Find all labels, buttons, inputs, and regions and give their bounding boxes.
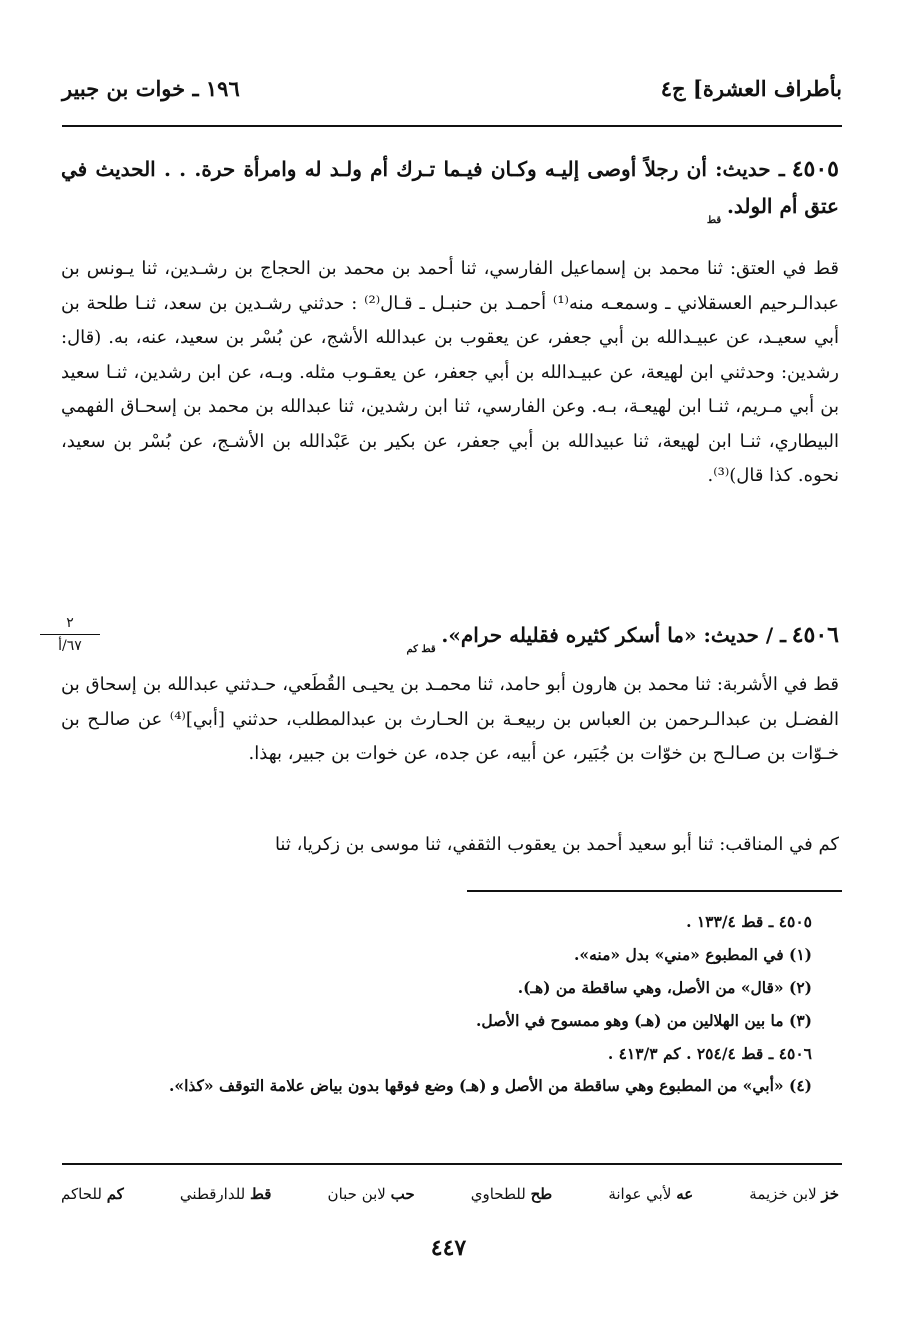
entry-4506-heading <box>61 618 839 668</box>
sigla-legend <box>61 1185 839 1203</box>
folio-top: ٢ <box>66 615 74 631</box>
folio-bottom: ٦٧/أ <box>58 638 82 654</box>
page-number: ٤٤٧ <box>430 1235 467 1261</box>
footnote-line: (٣) ما بين الهلالين من (هـ) وهو ممسوح في الأصل. <box>475 1011 812 1030</box>
entry-number: ٤٥٠٥ <box>791 156 839 182</box>
footnote-rule <box>467 890 842 892</box>
footnote-line: (٢) «قال» من الأصل، وهي ساقطة من (هـ). <box>517 978 812 997</box>
footnote-line: ٤٥٠٥ ـ قط ١٣٣/٤ . <box>686 912 812 931</box>
footnote-line: (١) في المطبوع «مني» بدل «منه». <box>574 945 812 964</box>
legend-item: خز لابن خزيمة <box>749 1185 839 1203</box>
entry-number: ٤٥٠٦ <box>791 622 839 648</box>
footnotes <box>82 905 812 1102</box>
footnote-line: (٤) «أبي» من المطبوع وهي ساقطة من الأصل و (هـ) وضع فوقها بدون بياض علامة التوقف «كذا». <box>169 1076 812 1095</box>
legend-item: كم للحاكم <box>61 1185 124 1203</box>
entry-4505-body: قط في العتق: ثنا محمد بن إسماعيل الفارسي، ثنا أحمد بن محمد بن الحجاج بن رشـدين، ثنا يـونس بن عبدالـرحيم العسقلاني ـ وسمعـه منه⁽¹⁾ أحمـد بن حنبـل ـ قـال⁽²⁾ : حدثني رشـدين بن سعد، ثنـا طلحة بن أبي سعيـد، عن عبيـدالله بن أبي جعفر، عن يعقوب بن عبدالله الأشج، عن بُسْر بن سعيد، عنه، به. (قال: رشدين: وحدثني ابن لهيعة، عن عبيـدالله بن أبي جعفر، عن يعقـوب مثله. وبـه، عن ابن رشدين، ثنـا سعيد بن أبي مـريم، ثنـا ابن لهيعـة، بـه. وعن الفارسي، ثنا ابن رشدين، ثنا عبدالله بن محمد بن إسحـاق الفهمي البيطاري، ثنـا ابن لهيعة، ثنا عبيدالله بن أبي جعفر، عن بكير بن عَبْدالله بن الأشـج، عن بُسْر بن سعيد، نحوه. كذا قال)⁽³⁾. <box>61 258 840 486</box>
entry-heading: ـ / حديث: «ما أسكر كثيره فقليله حرام». <box>441 623 786 647</box>
book-title: بأطراف العشرة] ج٤ <box>660 76 842 101</box>
entry-4506-body: قط في الأشربة: ثنا محمد بن هارون أبو حامد، ثنا محمـد بن يحيـى القُطَعي، حـدثني عبدالله بن إسحاق بن الفضـل بن عبدالـرحمن بن العباس بن ربيعـة بن الحـارث بن عبدالمطلب، حدثني [أبي]⁽⁴⁾ عن صالـح بن خـوّات بن صـالـح بن خوّات بن جُبَير، عن أبيه، عن جده، عن خوات بن جبير، بهذا. <box>61 674 839 764</box>
running-header <box>62 70 842 110</box>
legend-item: حب لابن حبان <box>327 1185 415 1203</box>
legend-item: قط للدارقطني <box>179 1185 272 1203</box>
legend-item: طح للطحاوي <box>470 1185 553 1203</box>
entry-4506-body-continued: كم في المناقب: ثنا أبو سعيد أحمد بن يعقوب الثقفي، ثنا موسى بن زكريا، ثنا <box>274 834 839 855</box>
legend-rule <box>62 1163 842 1165</box>
entry-sigla: قط <box>706 214 722 226</box>
legend-item: عه لأبي عوانة <box>608 1185 694 1203</box>
footnote-line: ٤٥٠٦ ـ قط ٢٥٤/٤ . كم ٤١٣/٣ . <box>607 1044 812 1063</box>
chapter-title: ١٩٦ ـ خوات بن جبير <box>62 76 240 101</box>
entry-heading: ـ حديث: أن رجلاً أوصى إليـه وكـان فيـما تـرك أم ولـد له وامرأة حرة. . . الحديث في عتق أم الولد. <box>61 157 839 218</box>
entry-4505-heading <box>61 152 839 238</box>
header-rule <box>62 125 842 127</box>
entry-sigla: قط كم <box>406 644 436 655</box>
